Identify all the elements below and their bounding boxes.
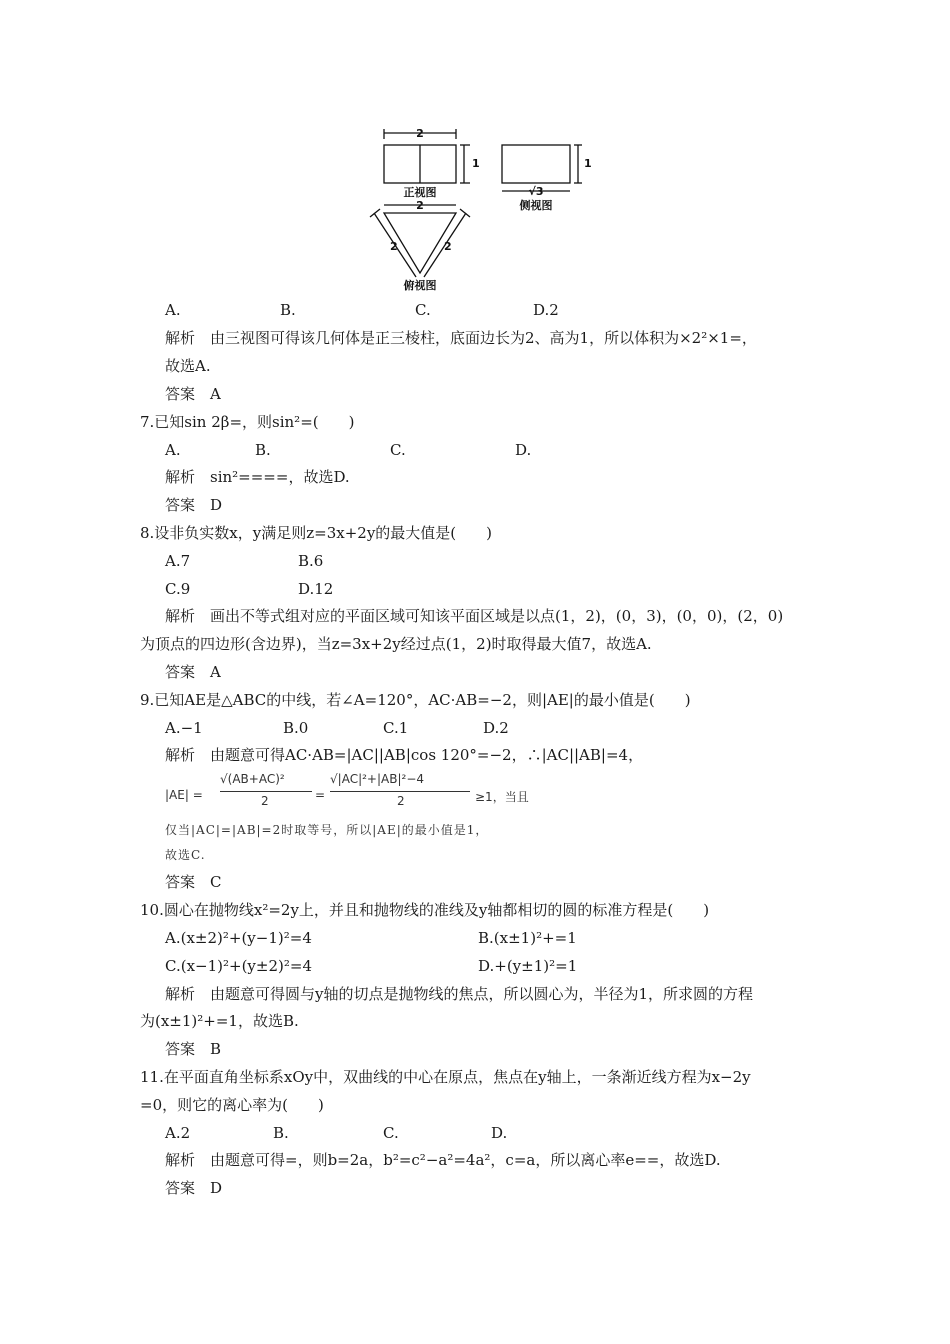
q9-answer: 答案 C [165, 873, 222, 891]
top-view [370, 205, 470, 277]
q8-option-a: A.7 [165, 552, 191, 570]
q11-option-b: B. [273, 1124, 289, 1142]
q8-option-d: D.12 [298, 580, 334, 598]
q10-option-a: A.(x±2)²+(y−1)²=4 [165, 929, 312, 947]
q10-option-d: D.+(y±1)²=1 [478, 957, 578, 975]
q6-answer: 答案 A [165, 385, 221, 403]
q7-analysis: 解析 sin²====，故选D. [165, 468, 350, 486]
q11-stem-line1: 11.在平面直角坐标系xOy中，双曲线的中心在原点，焦点在y轴上，一条渐近线方程为x−2y [140, 1068, 751, 1086]
q9-analysis-line3: 仅当|AC|=|AB|=2时取等号，所以|AE|的最小值是1， [165, 823, 489, 837]
q9-formula [165, 772, 565, 820]
q7-stem: 7.已知sin 2β=，则sin²=( ) [140, 413, 355, 431]
q6-analysis-line2: 故选A. [165, 357, 211, 375]
q7-option-c: C. [390, 441, 406, 459]
q9-option-b: B.0 [283, 719, 309, 737]
q6-option-a: A. [165, 301, 181, 319]
q7-option-d: D. [515, 441, 532, 459]
formula-num1: √(AB+AC)² [220, 772, 285, 786]
formula-eq: = [315, 788, 326, 802]
q11-stem-line2: =0，则它的离心率为( ) [140, 1096, 324, 1114]
q7-option-a: A. [165, 441, 181, 459]
q11-option-a: A.2 [165, 1124, 191, 1142]
side-view-caption: 侧视图 [519, 199, 553, 212]
q9-stem: 9.已知AE是△ABC的中线，若∠A=120°，AC·AB=−2，则|AE|的最小值是( ) [140, 691, 691, 709]
front-view [384, 129, 470, 183]
q9-analysis-line4: 故选C. [165, 848, 206, 862]
q9-option-c: C.1 [383, 719, 409, 737]
formula-bar2 [330, 791, 470, 792]
q10-option-c: C.(x−1)²+(y±2)²=4 [165, 957, 312, 975]
q11-answer: 答案 D [165, 1179, 223, 1197]
q6-analysis-line1: 解析 由三视图可得该几何体是正三棱柱，底面边长为2、高为1，所以体积为×2²×1=， [165, 329, 757, 347]
formula-bar1 [220, 791, 312, 792]
q8-option-c: C.9 [165, 580, 191, 598]
top-right-label: 2 [444, 240, 452, 253]
q10-analysis-line2: 为(x±1)²+=1，故选B. [140, 1012, 299, 1030]
q7-option-b: B. [255, 441, 271, 459]
side-width-label: √3 [528, 185, 544, 198]
formula-num2: √|AC|²+|AB|²−4 [330, 772, 425, 786]
q8-analysis-line2: 为顶点的四边形(含边界)，当z=3x+2y经过点(1，2)时取得最大值7，故选A. [140, 635, 652, 653]
q9-option-a: A.−1 [165, 719, 203, 737]
q8-stem: 8.设非负实数x，y满足则z=3x+2y的最大值是( ) [140, 524, 493, 542]
q6-option-c: C. [415, 301, 431, 319]
q6-option-d: D.2 [533, 301, 559, 319]
q10-answer: 答案 B [165, 1040, 222, 1058]
side-height-label: 1 [584, 157, 592, 170]
q11-option-d: D. [491, 1124, 508, 1142]
formula-lhs: |AE| = [165, 788, 203, 802]
top-view-caption: 俯视图 [403, 279, 437, 292]
q10-stem: 10.圆心在抛物线x²=2y上，并且和抛物线的准线及y轴都相切的圆的标准方程是( ) [140, 901, 710, 919]
front-width-label: 2 [416, 127, 424, 140]
three-view-figure [360, 125, 600, 295]
formula-den1: 2 [261, 794, 269, 808]
front-height-label: 1 [472, 157, 480, 170]
front-view-caption: 正视图 [403, 186, 437, 199]
q9-analysis-line1: 解析 由题意可得AC·AB=|AC||AB|cos 120°=−2，∴|AC||AB|=4， [165, 746, 644, 764]
q9-option-d: D.2 [483, 719, 509, 737]
q11-analysis: 解析 由题意可得=，则b=2a，b²=c²−a²=4a²，c=a，所以离心率e==，故选D. [165, 1151, 721, 1169]
top-width-label: 2 [416, 199, 424, 212]
q8-option-b: B.6 [298, 552, 324, 570]
formula-rhs: ≥1，当且 [475, 790, 529, 804]
q7-answer: 答案 D [165, 496, 223, 514]
q11-option-c: C. [383, 1124, 399, 1142]
q10-option-b: B.(x±1)²+=1 [478, 929, 577, 947]
formula-den2: 2 [397, 794, 405, 808]
q8-answer: 答案 A [165, 663, 221, 681]
q6-option-b: B. [280, 301, 296, 319]
q10-analysis-line1: 解析 由题意可得圆与y轴的切点是抛物线的焦点，所以圆心为，半径为1，所求圆的方程 [165, 985, 754, 1003]
q8-analysis-line1: 解析 画出不等式组对应的平面区域可知该平面区域是以点(1，2)，(0，3)，(0，0)，(2，0) [165, 607, 784, 625]
top-left-label: 2 [390, 240, 398, 253]
